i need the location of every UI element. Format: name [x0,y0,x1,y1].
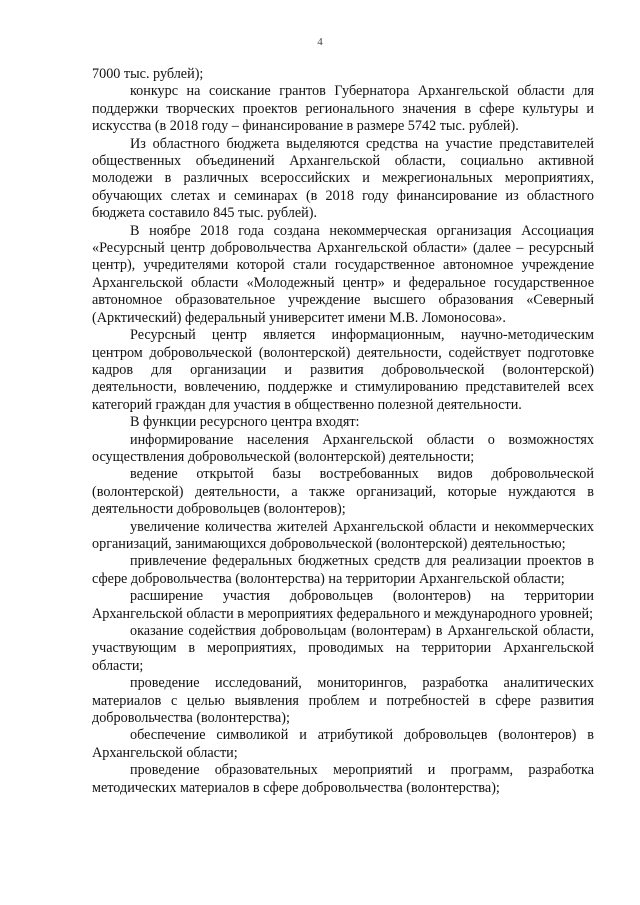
list-item: проведение исследований, мониторингов, разработка аналитических материалов с целью выявления проблем и потребностей в сфере развития добровольчества (волонтерства); [92,675,594,727]
paragraph: конкурс на соискание грантов Губернатора Архангельской области для поддержки творческих проектов регионального значения в сфере культуры и искусства (в 2018 году – финансирование в размере 5742 тыс. рублей). [92,83,594,135]
list-item: обеспечение символикой и атрибутикой добровольцев (волонтеров) в Архангельской области; [92,727,594,761]
paragraph: В функции ресурсного центра входят: [130,414,360,431]
list-item: расширение участия добровольцев (волонтеров) на территории Архангельской области в мероприятиях федерального и международного уровней; [92,588,594,622]
list-item: оказание содействия добровольцам (волонтерам) в Архангельской области, участвующим в мероприятиях, проводимых на территории Архангельской области; [92,623,594,674]
page-number: 4 [317,36,323,48]
list-item: привлечение федеральных бюджетных средств для реализации проектов в сфере добровольчества (волонтерства) на территории Архангельской области; [92,553,594,587]
list-item: проведение образовательных мероприятий и программ, разработка методических материалов в сфере добровольчества (волонтерства); [92,762,594,796]
list-item: ведение открытой базы востребованных видов добровольческой (волонтерской) деятельности, а также организаций, которые нуждаются в деятельности добровольцев (волонтеров); [92,466,594,518]
list-item: информирование населения Архангельской области о возможностях осуществления добровольческой (волонтерской) деятельности; [92,431,594,465]
paragraph: В ноябре 2018 года создана некоммерческая организация Ассоциация «Ресурсный центр добровольчества Архангельской области» (далее – ресурсный центр), учредителями которой стали государственное автономное учреждение Архангельской области «Молодежный центр» и федеральное государственное автономное образовательное учреждение высшего образования «Северный (Арктический) федеральный университет имени М.В. Ломоносова». [92,222,594,326]
paragraph: Из областного бюджета выделяются средства на участие представителей общественных объединений Архангельской области, социально активной молодежи в различных всероссийских и межрегиональных мероприятиях, обучающих слетах и семинарах (в 2018 году финансирование из областного бюджета составило 845 тыс. рублей). [92,135,594,222]
paragraph-continuation: 7000 тыс. рублей); [92,66,204,82]
document-body [92,66,594,797]
list-item: увеличение количества жителей Архангельской области и некоммерческих организаций, занимающихся добровольческой (волонтерской) деятельностью; [92,518,594,552]
paragraph: Ресурсный центр является информационным, научно-методическим центром добровольческой (волонтерской) деятельности, содействует подготовке кадров для организации и развития добровольческой (волонтерской) деятельности, вовлечению, поддержке и стимулированию представителей всех категорий граждан для участия в общественно полезной деятельности. [92,327,594,413]
